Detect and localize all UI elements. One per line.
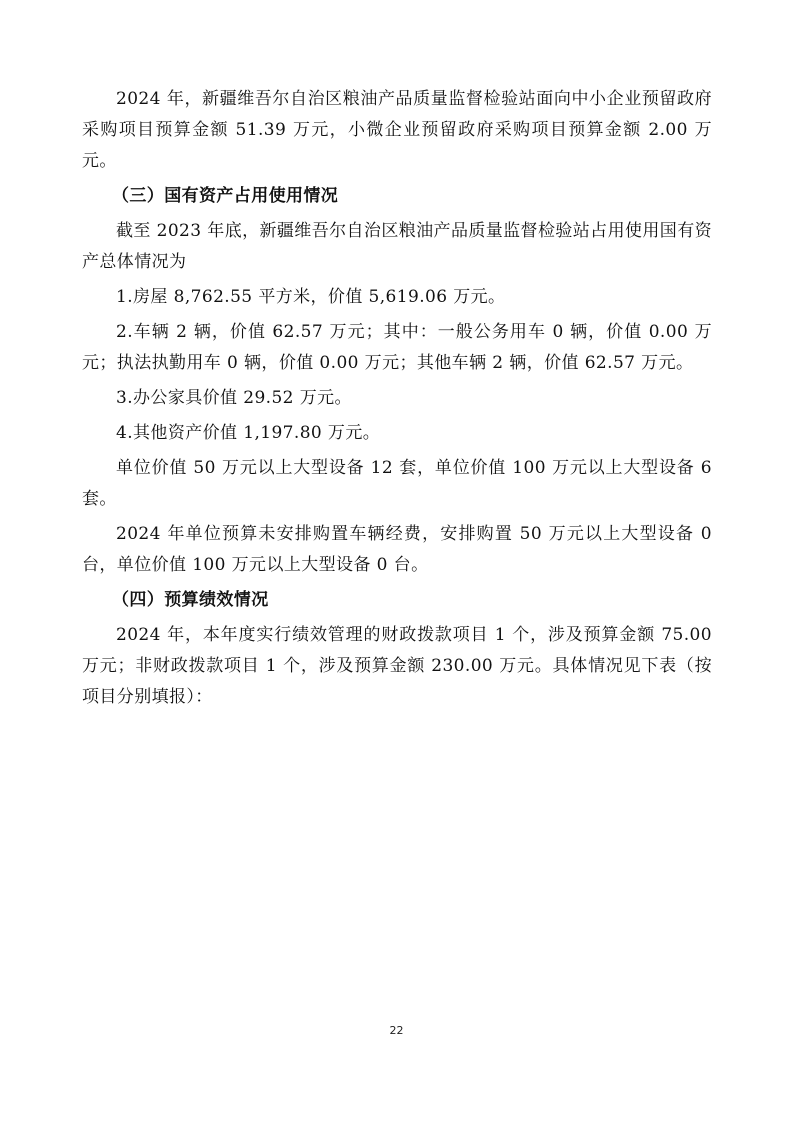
paragraph-large-equipment: 单位价值 50 万元以上大型设备 12 套，单位价值 100 万元以上大型设备 6 套。 <box>82 458 712 509</box>
paragraph-sme-procurement: 2024 年，新疆维吾尔自治区粮油产品质量监督检验站面向中小企业预留政府采购项目预算金额 51.39 万元，小微企业预留政府采购项目预算金额 2.00 万元。 <box>82 89 712 171</box>
paragraph-assets-furniture: 3.办公家具价值 29.52 万元。 <box>116 388 352 408</box>
paragraph-performance-projects: 2024 年，本年度实行绩效管理的财政拨款项目 1 个，涉及预算金额 75.00 万元；非财政拨款项目 1 个，涉及预算金额 230.00 万元。具体情况见下表（按项目分别填报）： <box>82 625 712 707</box>
paragraph-assets-buildings: 1.房屋 8,762.55 平方米，价值 5,619.06 万元。 <box>116 287 506 307</box>
page-body <box>82 84 712 713</box>
paragraph-assets-other: 4.其他资产价值 1,197.80 万元。 <box>116 423 381 443</box>
paragraph-assets-overview: 截至 2023 年底，新疆维吾尔自治区粮油产品质量监督检验站占用使用国有资产总体情况为 <box>82 221 712 272</box>
paragraph-purchase-plan: 2024 年单位预算未安排购置车辆经费，安排购置 50 万元以上大型设备 0 台，单位价值 100 万元以上大型设备 0 台。 <box>82 524 712 575</box>
page-number: 22 <box>389 1024 404 1037</box>
section-heading-performance: （四）预算绩效情况 <box>112 590 269 610</box>
section-heading-state-assets: （三）国有资产占用使用情况 <box>112 186 339 206</box>
paragraph-assets-vehicles: 2.车辆 2 辆，价值 62.57 万元；其中：一般公务用车 0 辆，价值 0.00 万元；执法执勤用车 0 辆，价值 0.00 万元；其他车辆 2 辆，价值 62.57 万元。 <box>82 322 712 373</box>
